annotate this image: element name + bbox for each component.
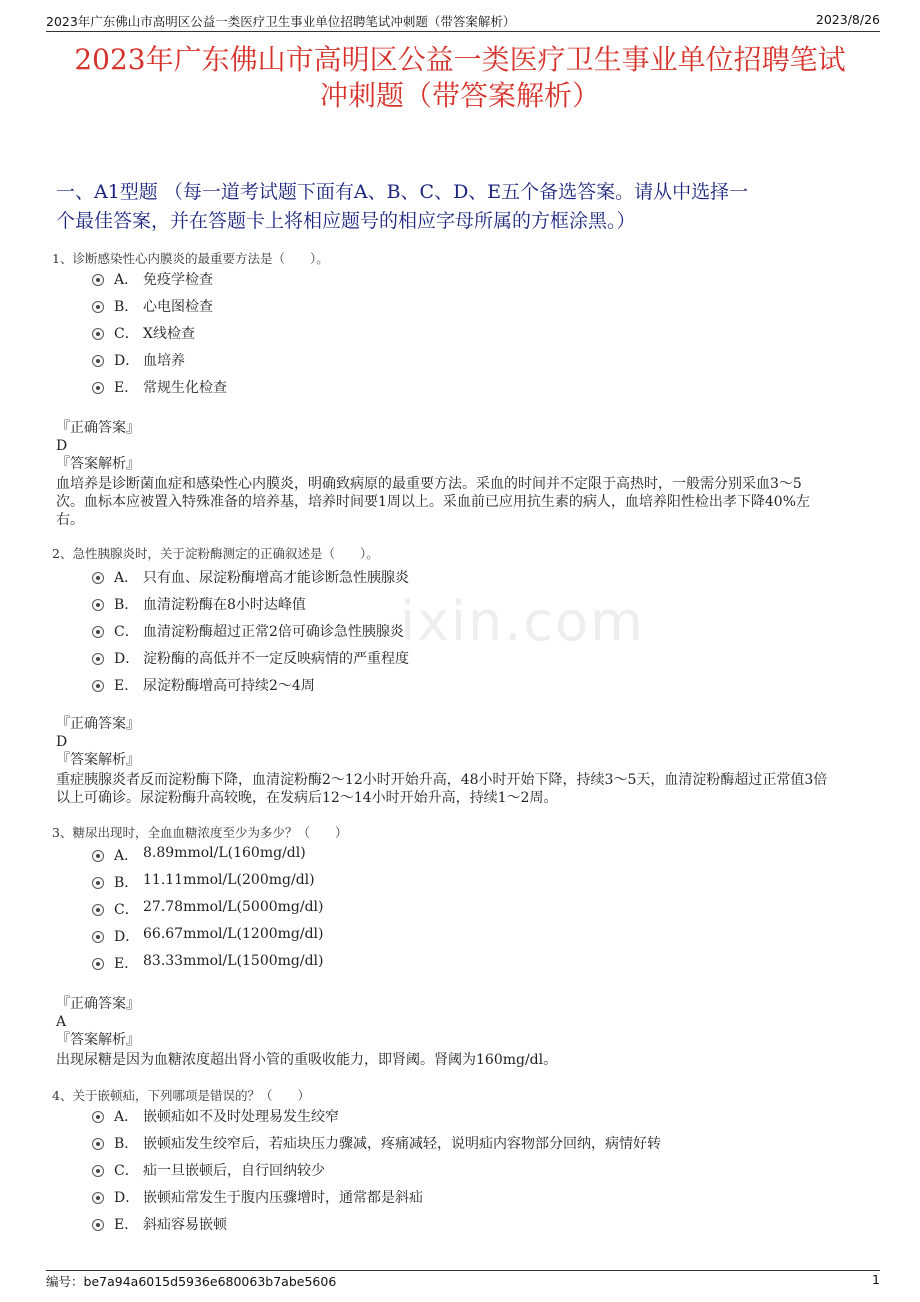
radio-icon[interactable] bbox=[92, 680, 104, 692]
radio-icon[interactable] bbox=[92, 931, 104, 943]
page-header bbox=[46, 12, 880, 32]
question-4: 4、关于嵌顿疝，下列哪项是错误的？（ ） bbox=[52, 1088, 310, 1103]
radio-icon[interactable] bbox=[92, 382, 104, 394]
title-line-1: 2023年广东佛山市高明区公益一类医疗卫生事业单位招聘笔试 bbox=[74, 43, 846, 76]
radio-icon[interactable] bbox=[92, 274, 104, 286]
answer-label: 『正确答案』 bbox=[56, 716, 140, 732]
header-doc-title: 2023年广东佛山市高明区公益一类医疗卫生事业单位招聘笔试冲刺题（带答案解析） bbox=[46, 14, 516, 29]
answer-block-3 bbox=[56, 995, 880, 1049]
radio-icon[interactable] bbox=[92, 958, 104, 970]
question-1: 1、诊断感染性心内膜炎的最重要方法是（ ）。 bbox=[52, 251, 329, 266]
header-date: 2023/8/26 bbox=[815, 12, 880, 27]
explanation-3: 出现尿糖是因为血糖浓度超出肾小管的重吸收能力，即肾阈。肾阈为160mg/dl。 bbox=[56, 1052, 558, 1068]
section-line-1: 一、A1型题 （每一道考试题下面有A、B、C、D、E五个备选答案。请从中选择一 bbox=[56, 181, 749, 203]
radio-icon[interactable] bbox=[92, 1219, 104, 1231]
radio-icon[interactable] bbox=[92, 904, 104, 916]
radio-icon[interactable] bbox=[92, 877, 104, 889]
radio-icon[interactable] bbox=[92, 1111, 104, 1123]
header-divider bbox=[46, 31, 880, 32]
footer-id: be7a94a6015d5936e680063b7abe5606 bbox=[83, 1274, 337, 1289]
question-3: 3、糖尿出现时，全血血糖浓度至少为多少？（ ） bbox=[52, 825, 348, 840]
radio-icon[interactable] bbox=[92, 1192, 104, 1204]
footer-divider bbox=[46, 1270, 880, 1271]
explanation-1: 血培养是诊断菌血症和感染性心内膜炎，明确致病原的最重要方法。采血的时间并不定限于高热时，一般需分别采血3～5 次。血标本应被置入特殊准备的培养基，培养时间要1周以上。采血前已应用抗生素的病人，血培养阳性检出孝下降40%左 右。 bbox=[56, 476, 811, 528]
answer-label: 『正确答案』 bbox=[56, 420, 140, 436]
radio-icon[interactable] bbox=[92, 328, 104, 340]
answer-value: D bbox=[56, 438, 68, 454]
page-number: 1 bbox=[872, 1272, 880, 1287]
answer-block-1 bbox=[56, 419, 880, 473]
section-heading bbox=[56, 178, 880, 236]
watermark: ixin.com bbox=[400, 590, 645, 653]
radio-icon[interactable] bbox=[92, 653, 104, 665]
radio-icon[interactable] bbox=[92, 850, 104, 862]
explain-label: 『答案解析』 bbox=[56, 752, 140, 768]
section-line-2: 个最佳答案，并在答题卡上将相应题号的相应字母所属的方框涂黑。） bbox=[56, 210, 636, 232]
explanation-2: 重症胰腺炎者反而淀粉酶下降，血清淀粉酶2～12小时开始升高，48小时开始下降，持续3～5天，血清淀粉酶超过正常值3倍 以上可确诊。尿淀粉酶升高较晚，在发病后12～14小时开始升高，持续1～2周。 bbox=[56, 772, 828, 806]
radio-icon[interactable] bbox=[92, 1165, 104, 1177]
explain-label: 『答案解析』 bbox=[56, 456, 140, 472]
radio-icon[interactable] bbox=[92, 599, 104, 611]
answer-value: A bbox=[56, 1014, 67, 1030]
page-footer bbox=[46, 1272, 880, 1290]
question-2: 2、急性胰腺炎时，关于淀粉酶测定的正确叙述是（ ）。 bbox=[52, 546, 379, 561]
footer-id-label: 编号： bbox=[46, 1274, 84, 1289]
answer-block-2 bbox=[56, 715, 880, 769]
radio-icon[interactable] bbox=[92, 572, 104, 584]
document-title bbox=[40, 42, 880, 114]
title-line-2: 冲刺题（带答案解析） bbox=[319, 79, 600, 112]
explain-label: 『答案解析』 bbox=[56, 1032, 140, 1048]
radio-icon[interactable] bbox=[92, 626, 104, 638]
answer-value: D bbox=[56, 734, 68, 750]
radio-icon[interactable] bbox=[92, 1138, 104, 1150]
radio-icon[interactable] bbox=[92, 301, 104, 313]
answer-label: 『正确答案』 bbox=[56, 996, 140, 1012]
radio-icon[interactable] bbox=[92, 355, 104, 367]
